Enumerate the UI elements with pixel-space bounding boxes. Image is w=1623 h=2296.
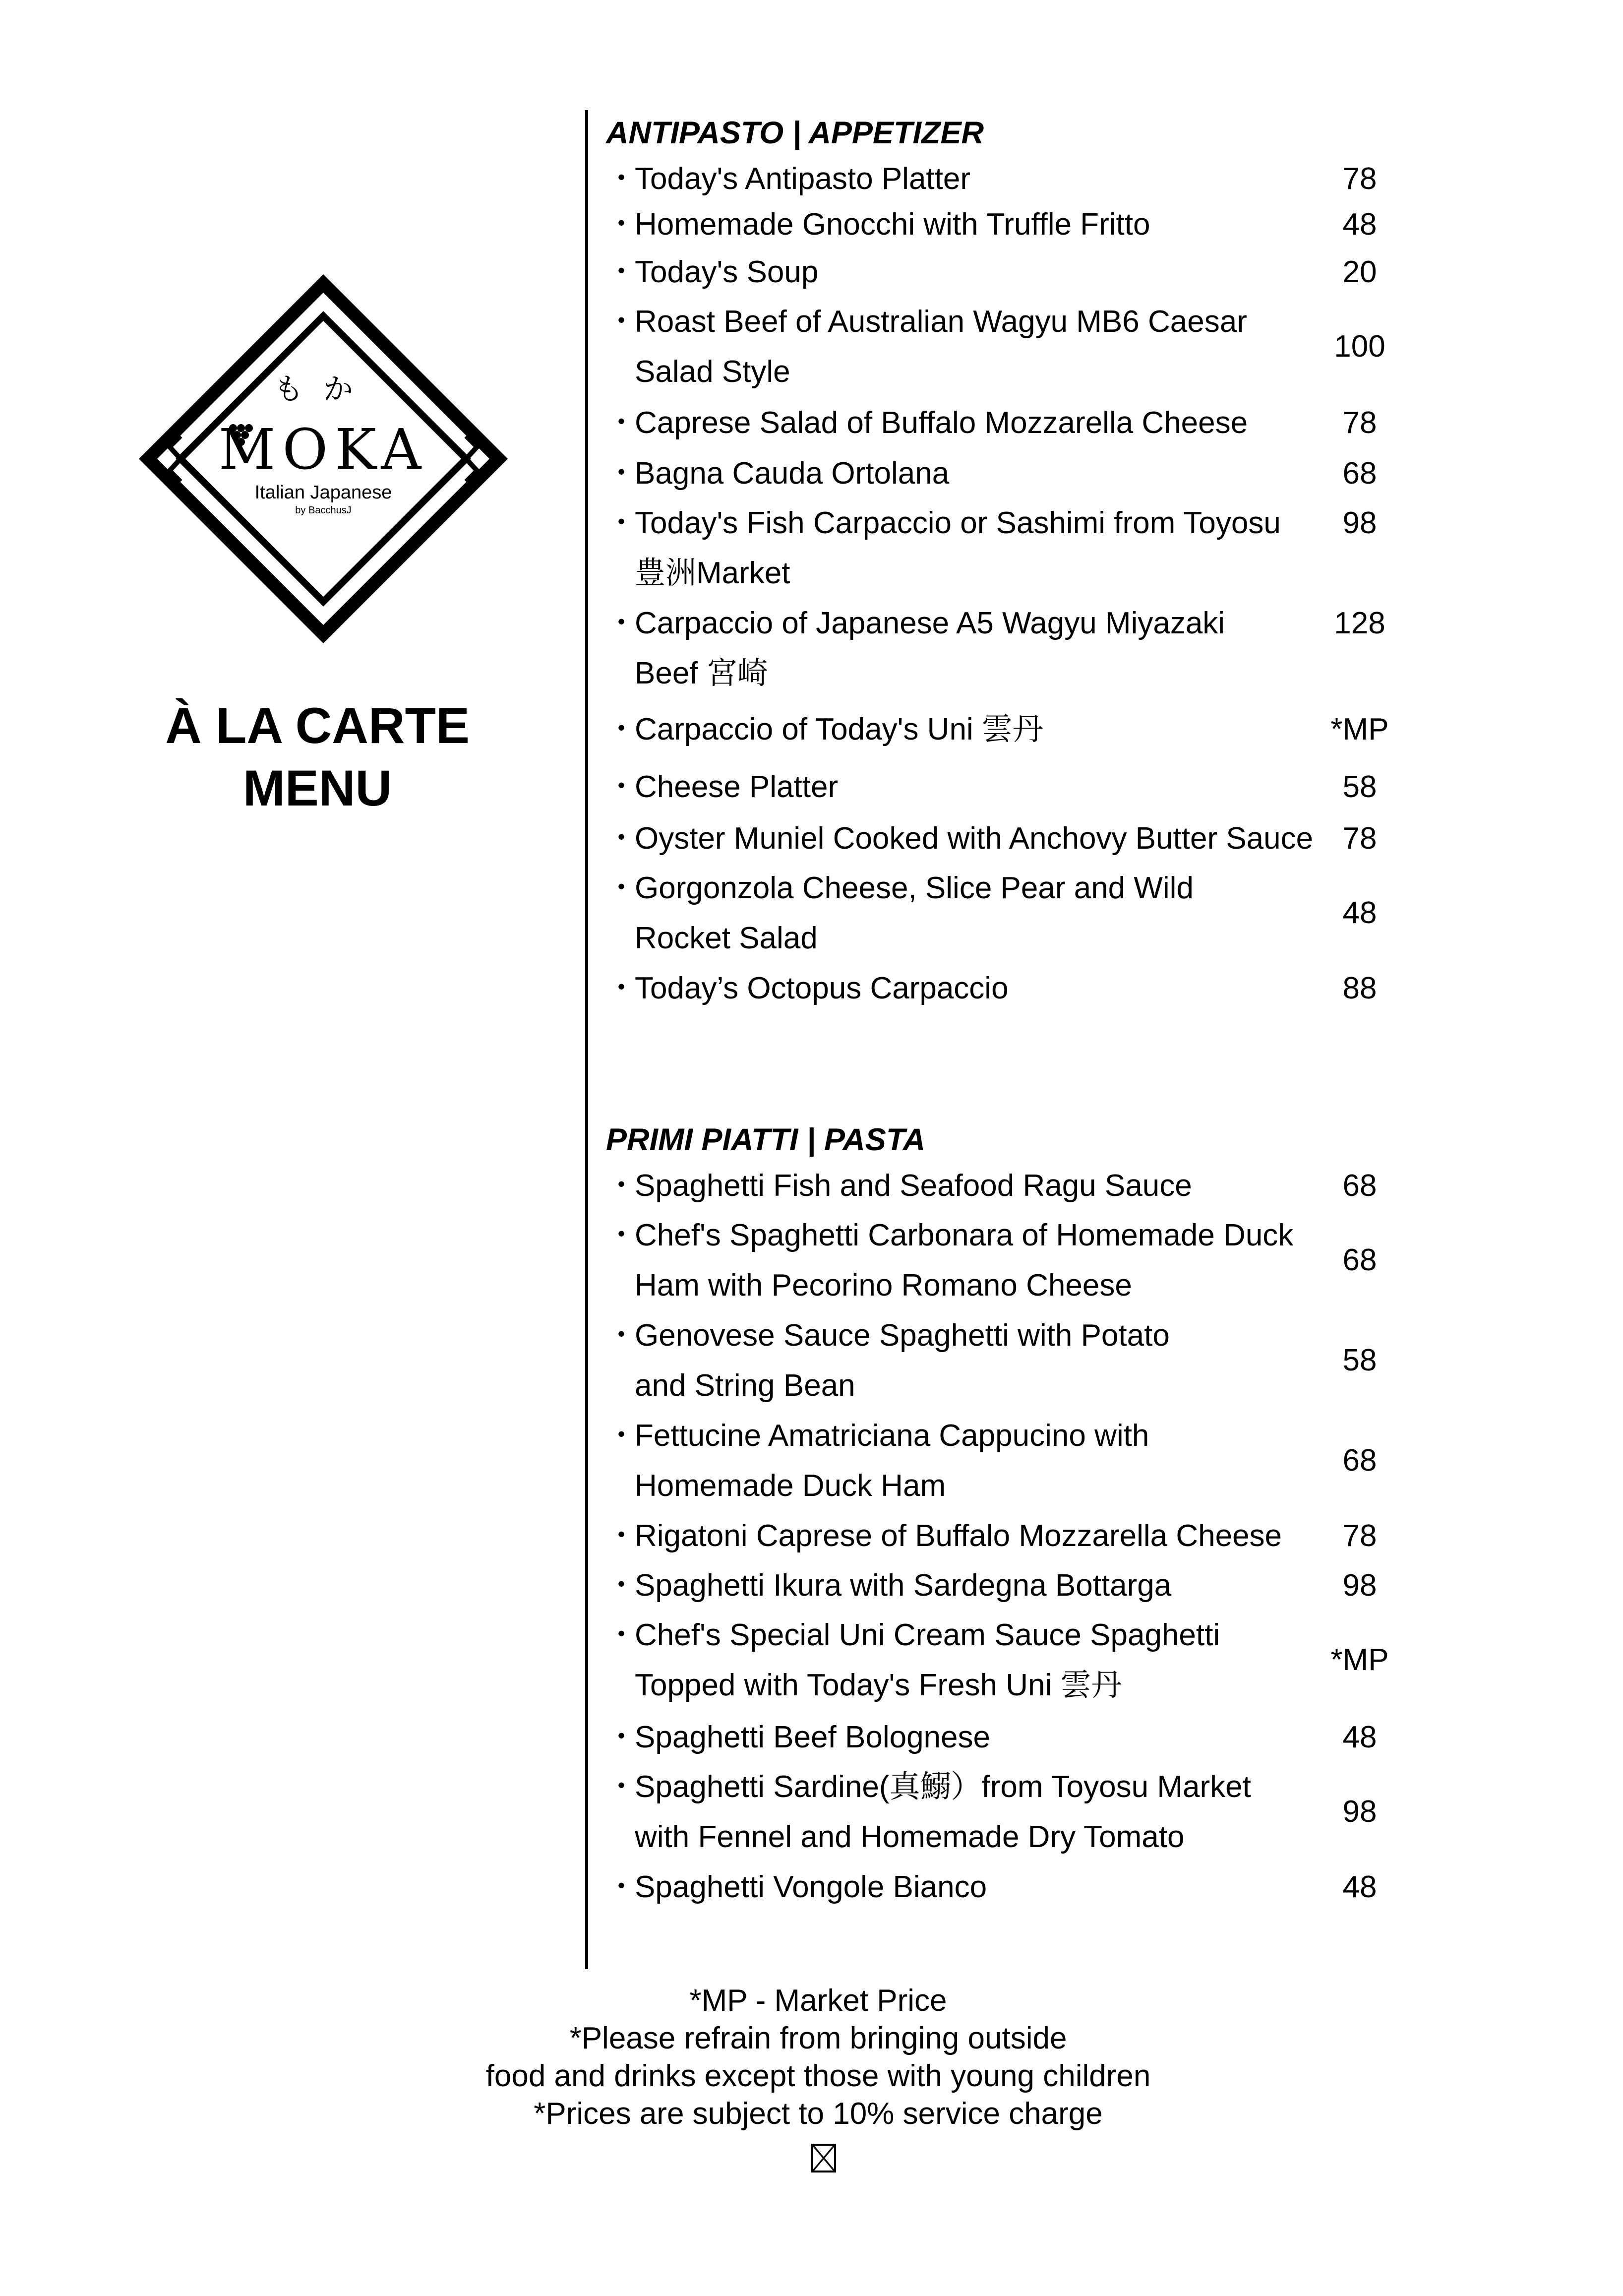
item-bullet: ・ — [606, 1770, 637, 1804]
item-bullet: ・ — [606, 821, 637, 856]
item-bullet: ・ — [606, 456, 637, 491]
page-title — [89, 694, 545, 819]
logo-name: MOKA — [218, 418, 428, 482]
item-bullet: ・ — [606, 1618, 637, 1652]
item-name: Today's Soup — [635, 255, 819, 289]
item-bullet: ・ — [606, 506, 637, 540]
vertical-divider — [585, 110, 588, 1969]
item-bullet: ・ — [606, 1519, 637, 1553]
item-bullet: ・ — [606, 305, 637, 339]
item-price: 20 — [1342, 255, 1377, 289]
item-price: 88 — [1342, 971, 1377, 1005]
item-price: 128 — [1334, 606, 1385, 640]
item-price: 98 — [1342, 506, 1377, 540]
section-heading-pasta: PRIMI PIATTI | PASTA — [606, 1122, 926, 1157]
item-bullet: ・ — [606, 1318, 637, 1353]
item-price: 68 — [1342, 1169, 1377, 1203]
item-name: Chef's Special Uni Cream Sauce Spaghetti Topped with Today's Fresh Uni 雲丹 — [635, 1618, 1220, 1702]
item-name: Today's Antipasto Platter — [635, 162, 971, 196]
item-price: 78 — [1342, 1519, 1377, 1553]
item-bullet: ・ — [606, 712, 637, 746]
item-name: Caprese Salad of Buffalo Mozzarella Cheese — [635, 406, 1248, 440]
item-name: Carpaccio of Today's Uni 雲丹 — [635, 712, 1043, 746]
footer-note-service-charge: *Prices are subject to 10% service charge — [534, 2097, 1103, 2131]
item-name: Bagna Cauda Ortolana — [635, 456, 950, 491]
item-price: 68 — [1342, 1243, 1377, 1277]
item-name: Genovese Sauce Spaghetti with Potato and String Bean — [635, 1318, 1170, 1403]
item-name: Today's Fish Carpaccio or Sashimi from Toyosu 豊洲Market — [635, 506, 1281, 590]
item-price: 78 — [1342, 821, 1377, 856]
moka-logo — [135, 270, 512, 647]
item-price: *MP — [1330, 712, 1389, 746]
item-price: 78 — [1342, 406, 1377, 440]
footer-note-outside-food-cont: food and drinks except those with young children — [485, 2059, 1151, 2093]
item-price: 98 — [1342, 1795, 1377, 1829]
item-bullet: ・ — [606, 871, 637, 905]
item-price: *MP — [1330, 1643, 1389, 1677]
item-bullet: ・ — [606, 255, 637, 289]
item-price: 48 — [1342, 896, 1377, 930]
logo-tagline: by BacchusJ — [295, 505, 352, 516]
page-title-line-1: À LA CARTE — [165, 697, 470, 754]
item-name: Chef's Spaghetti Carbonara of Homemade Duck Ham with Pecorino Romano Cheese — [635, 1218, 1294, 1303]
item-name: Spaghetti Sardine(真鰯）from Toyosu Market with Fennel and Homemade Dry Tomato — [635, 1770, 1251, 1854]
item-name: Gorgonzola Cheese, Slice Pear and Wild Rocket Salad — [635, 871, 1194, 955]
logo-subtitle: Italian Japanese — [254, 482, 392, 503]
item-name: Spaghetti Ikura with Sardegna Bottarga — [635, 1568, 1172, 1603]
item-price: 100 — [1334, 329, 1385, 364]
footer-note-market-price: *MP - Market Price — [689, 1984, 947, 2018]
item-name: Fettucine Amatriciana Cappucino with Homemade Duck Ham — [635, 1419, 1149, 1503]
item-bullet: ・ — [606, 1870, 637, 1904]
item-name: Cheese Platter — [635, 770, 839, 804]
item-price: 48 — [1342, 1870, 1377, 1904]
item-price: 58 — [1342, 1343, 1377, 1377]
footer-note-outside-food: *Please refrain from bringing outside — [569, 2021, 1067, 2055]
item-bullet: ・ — [606, 406, 637, 440]
item-price: 48 — [1342, 207, 1377, 242]
item-price: 98 — [1342, 1568, 1377, 1603]
item-bullet: ・ — [606, 1568, 637, 1603]
item-name: Roast Beef of Australian Wagyu MB6 Caesar Salad Style — [635, 305, 1247, 389]
item-name: Today’s Octopus Carpaccio — [635, 971, 1009, 1005]
item-bullet: ・ — [606, 770, 637, 804]
missing-glyph-box-icon — [811, 2144, 836, 2172]
item-name: Spaghetti Fish and Seafood Ragu Sauce — [635, 1169, 1192, 1203]
section-heading-antipasto: ANTIPASTO | APPETIZER — [606, 116, 984, 150]
item-price: 68 — [1342, 456, 1377, 491]
item-bullet: ・ — [606, 207, 637, 242]
item-price: 78 — [1342, 162, 1377, 196]
item-name: Homemade Gnocchi with Truffle Fritto — [635, 207, 1150, 242]
item-bullet: ・ — [606, 971, 637, 1005]
item-bullet: ・ — [606, 1218, 637, 1252]
item-name: Oyster Muniel Cooked with Anchovy Butter Sauce — [635, 821, 1314, 856]
item-name: Carpaccio of Japanese A5 Wagyu Miyazaki Beef 宮崎 — [635, 606, 1225, 690]
item-bullet: ・ — [606, 1169, 637, 1203]
footer-notes — [298, 1982, 1339, 2133]
logo-script: もか — [274, 372, 373, 407]
item-name: Rigatoni Caprese of Buffalo Mozzarella Cheese — [635, 1519, 1282, 1553]
item-price: 48 — [1342, 1720, 1377, 1754]
item-bullet: ・ — [606, 1720, 637, 1754]
page-title-line-2: MENU — [242, 760, 392, 816]
item-bullet: ・ — [606, 1419, 637, 1453]
item-bullet: ・ — [606, 606, 637, 640]
item-name: Spaghetti Vongole Bianco — [635, 1870, 987, 1904]
item-bullet: ・ — [606, 162, 637, 196]
item-price: 58 — [1342, 770, 1377, 804]
item-name: Spaghetti Beef Bolognese — [635, 1720, 990, 1754]
item-price: 68 — [1342, 1443, 1377, 1478]
